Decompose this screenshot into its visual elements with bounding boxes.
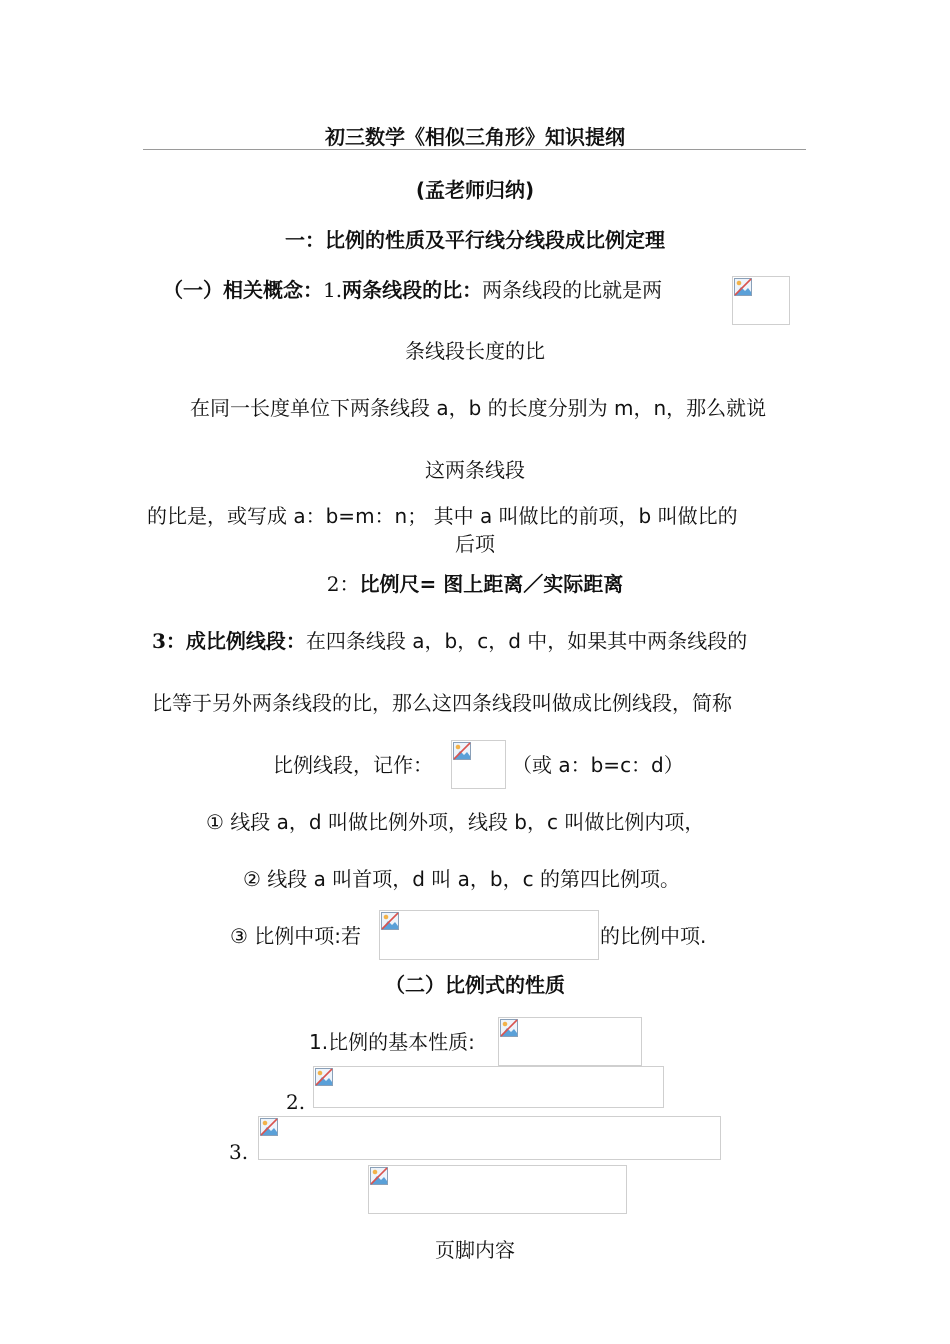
broken-image-icon bbox=[315, 1068, 333, 1086]
formula-image-property3 bbox=[258, 1116, 721, 1160]
formula-image-property2 bbox=[313, 1066, 664, 1108]
item3-line2: 比等于另外两条线段的比，那么这四条线段叫做成比例线段，简称 bbox=[152, 691, 732, 715]
author-line: (孟老师归纳) bbox=[415, 178, 535, 202]
point2: ② 线段 a 叫首项，d 叫 a，b，c 的第四比例项。 bbox=[243, 867, 680, 891]
point3-prefix: ③ 比例中项:若 bbox=[230, 924, 362, 948]
page-footer: 页脚内容 bbox=[435, 1238, 515, 1262]
para1-line2: 这两条线段 bbox=[425, 458, 525, 482]
broken-image-icon bbox=[453, 742, 471, 760]
item3-line3-prefix: 比例线段，记作： bbox=[273, 753, 433, 777]
item3-line3-suffix: （或 a：b=c：d） bbox=[512, 753, 684, 777]
property1-label: 1.比例的基本性质: bbox=[309, 1030, 475, 1054]
point3-suffix: 的比例中项. bbox=[600, 924, 707, 948]
item3-line1 bbox=[152, 628, 747, 654]
item2-text: 比例尺= 图上距离／实际距离 bbox=[359, 572, 624, 596]
item1-term: 两条线段的比： bbox=[342, 278, 483, 302]
formula-image-proportion bbox=[451, 740, 506, 789]
item3-term: 成比例线段： bbox=[185, 629, 306, 653]
concept-line bbox=[163, 277, 662, 303]
property3-number: 3. bbox=[229, 1140, 249, 1164]
item3-text: 在四条线段 a，b，c，d 中，如果其中两条线段的 bbox=[305, 629, 748, 653]
item1-text-continued: 条线段长度的比 bbox=[405, 339, 545, 363]
para1-line1: 在同一长度单位下两条线段 a，b 的长度分别为 m，n，那么就说 bbox=[190, 396, 767, 420]
formula-image-property3-continued bbox=[368, 1165, 627, 1214]
formula-image-ratio bbox=[732, 276, 790, 325]
para1-line4: 后项 bbox=[455, 532, 495, 556]
broken-image-icon bbox=[734, 278, 752, 296]
formula-image-property1 bbox=[498, 1017, 642, 1066]
item2-line bbox=[0, 571, 950, 597]
title-divider bbox=[143, 149, 806, 150]
section1-heading: 一：比例的性质及平行线分线段成比例定理 bbox=[285, 228, 665, 252]
section2-heading: （二）比例式的性质 bbox=[385, 973, 565, 997]
document-title: 初三数学《相似三角形》知识提纲 bbox=[325, 125, 625, 149]
property2-number: 2. bbox=[286, 1090, 306, 1114]
point1: ① 线段 a，d 叫做比例外项，线段 b，c 叫做比例内项， bbox=[206, 810, 705, 834]
item1-text: 两条线段的比就是两 bbox=[482, 278, 663, 302]
broken-image-icon bbox=[500, 1019, 518, 1037]
item1-number: 1. bbox=[323, 278, 343, 302]
para1-line3: 的比是，或写成 a：b=m：n； 其中 a 叫做比的前项，b 叫做比的 bbox=[147, 504, 738, 528]
formula-image-mean-proportional bbox=[379, 910, 599, 960]
broken-image-icon bbox=[370, 1167, 388, 1185]
item3-number: 3： bbox=[152, 629, 186, 653]
item2-number: 2： bbox=[326, 572, 360, 596]
broken-image-icon bbox=[381, 912, 399, 930]
broken-image-icon bbox=[260, 1118, 278, 1136]
sub1-prefix: （一）相关概念： bbox=[163, 278, 323, 302]
